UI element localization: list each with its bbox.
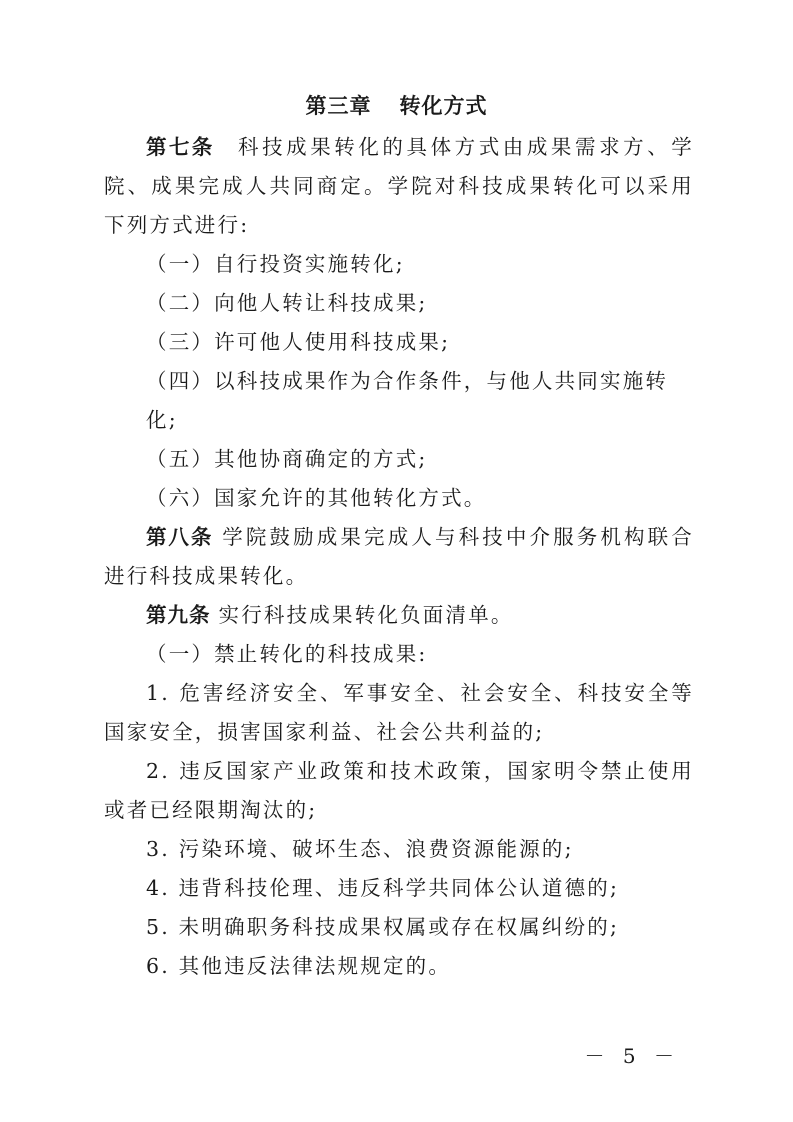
- article-7-item-4: （四）以科技成果作为合作条件，与他人共同实施转化;: [146, 369, 669, 432]
- article-9-item-3: 3. 污染环境、破坏生态、浪费资源能源的;: [146, 837, 574, 861]
- article-7-item-3: （三）许可他人使用科技成果;: [146, 330, 451, 354]
- article-7-item-2: （二）向他人转让科技成果;: [146, 291, 428, 315]
- article-7-item-6: （六）国家允许的其他转化方式。: [146, 486, 487, 510]
- article-9-sub-heading: （一）禁止转化的科技成果:: [146, 642, 428, 666]
- article-7-label: 第七条: [146, 135, 215, 159]
- article-9-item-6: 6. 其他违反法律法规规定的。: [146, 954, 452, 978]
- article-7-text: 科技成果转化的具体方式由成果需求方、学院、成果完成人共同商定。学院对科技成果转化可以采用下列方式进行:: [104, 135, 694, 237]
- article-7-item-1: （一）自行投资实施转化;: [146, 252, 405, 276]
- article-8-text: 学院鼓励成果完成人与科技中介服务机构联合进行科技成果转化。: [104, 525, 695, 588]
- page-number: － 5 －: [584, 1044, 680, 1068]
- article-7: [104, 128, 694, 245]
- chapter-name: 转化方式: [399, 94, 488, 118]
- chapter-title: [0, 90, 793, 120]
- article-8-label: 第八条: [146, 525, 214, 549]
- article-8: [104, 518, 694, 596]
- article-9-label: 第九条: [146, 603, 211, 627]
- article-9-item-2: 2. 违反国家产业政策和技术政策，国家明令禁止使用或者已经限期淘汰的;: [104, 759, 694, 822]
- document-body: [104, 128, 694, 986]
- article-9-item-5: 5. 未明确职务科技成果权属或存在权属纠纷的;: [146, 915, 620, 939]
- article-7-item-5: （五）其他协商确定的方式;: [146, 447, 428, 471]
- article-9-item-1: 1. 危害经济安全、军事安全、社会安全、科技安全等国家安全，损害国家利益、社会公共利益的;: [104, 681, 694, 744]
- chapter-number: 第三章: [305, 94, 372, 118]
- article-9-item-4: 4. 违背科技伦理、违反科学共同体公认道德的;: [146, 876, 620, 900]
- article-9-text: 实行科技成果转化负面清单。: [218, 603, 514, 627]
- article-9: [104, 596, 694, 635]
